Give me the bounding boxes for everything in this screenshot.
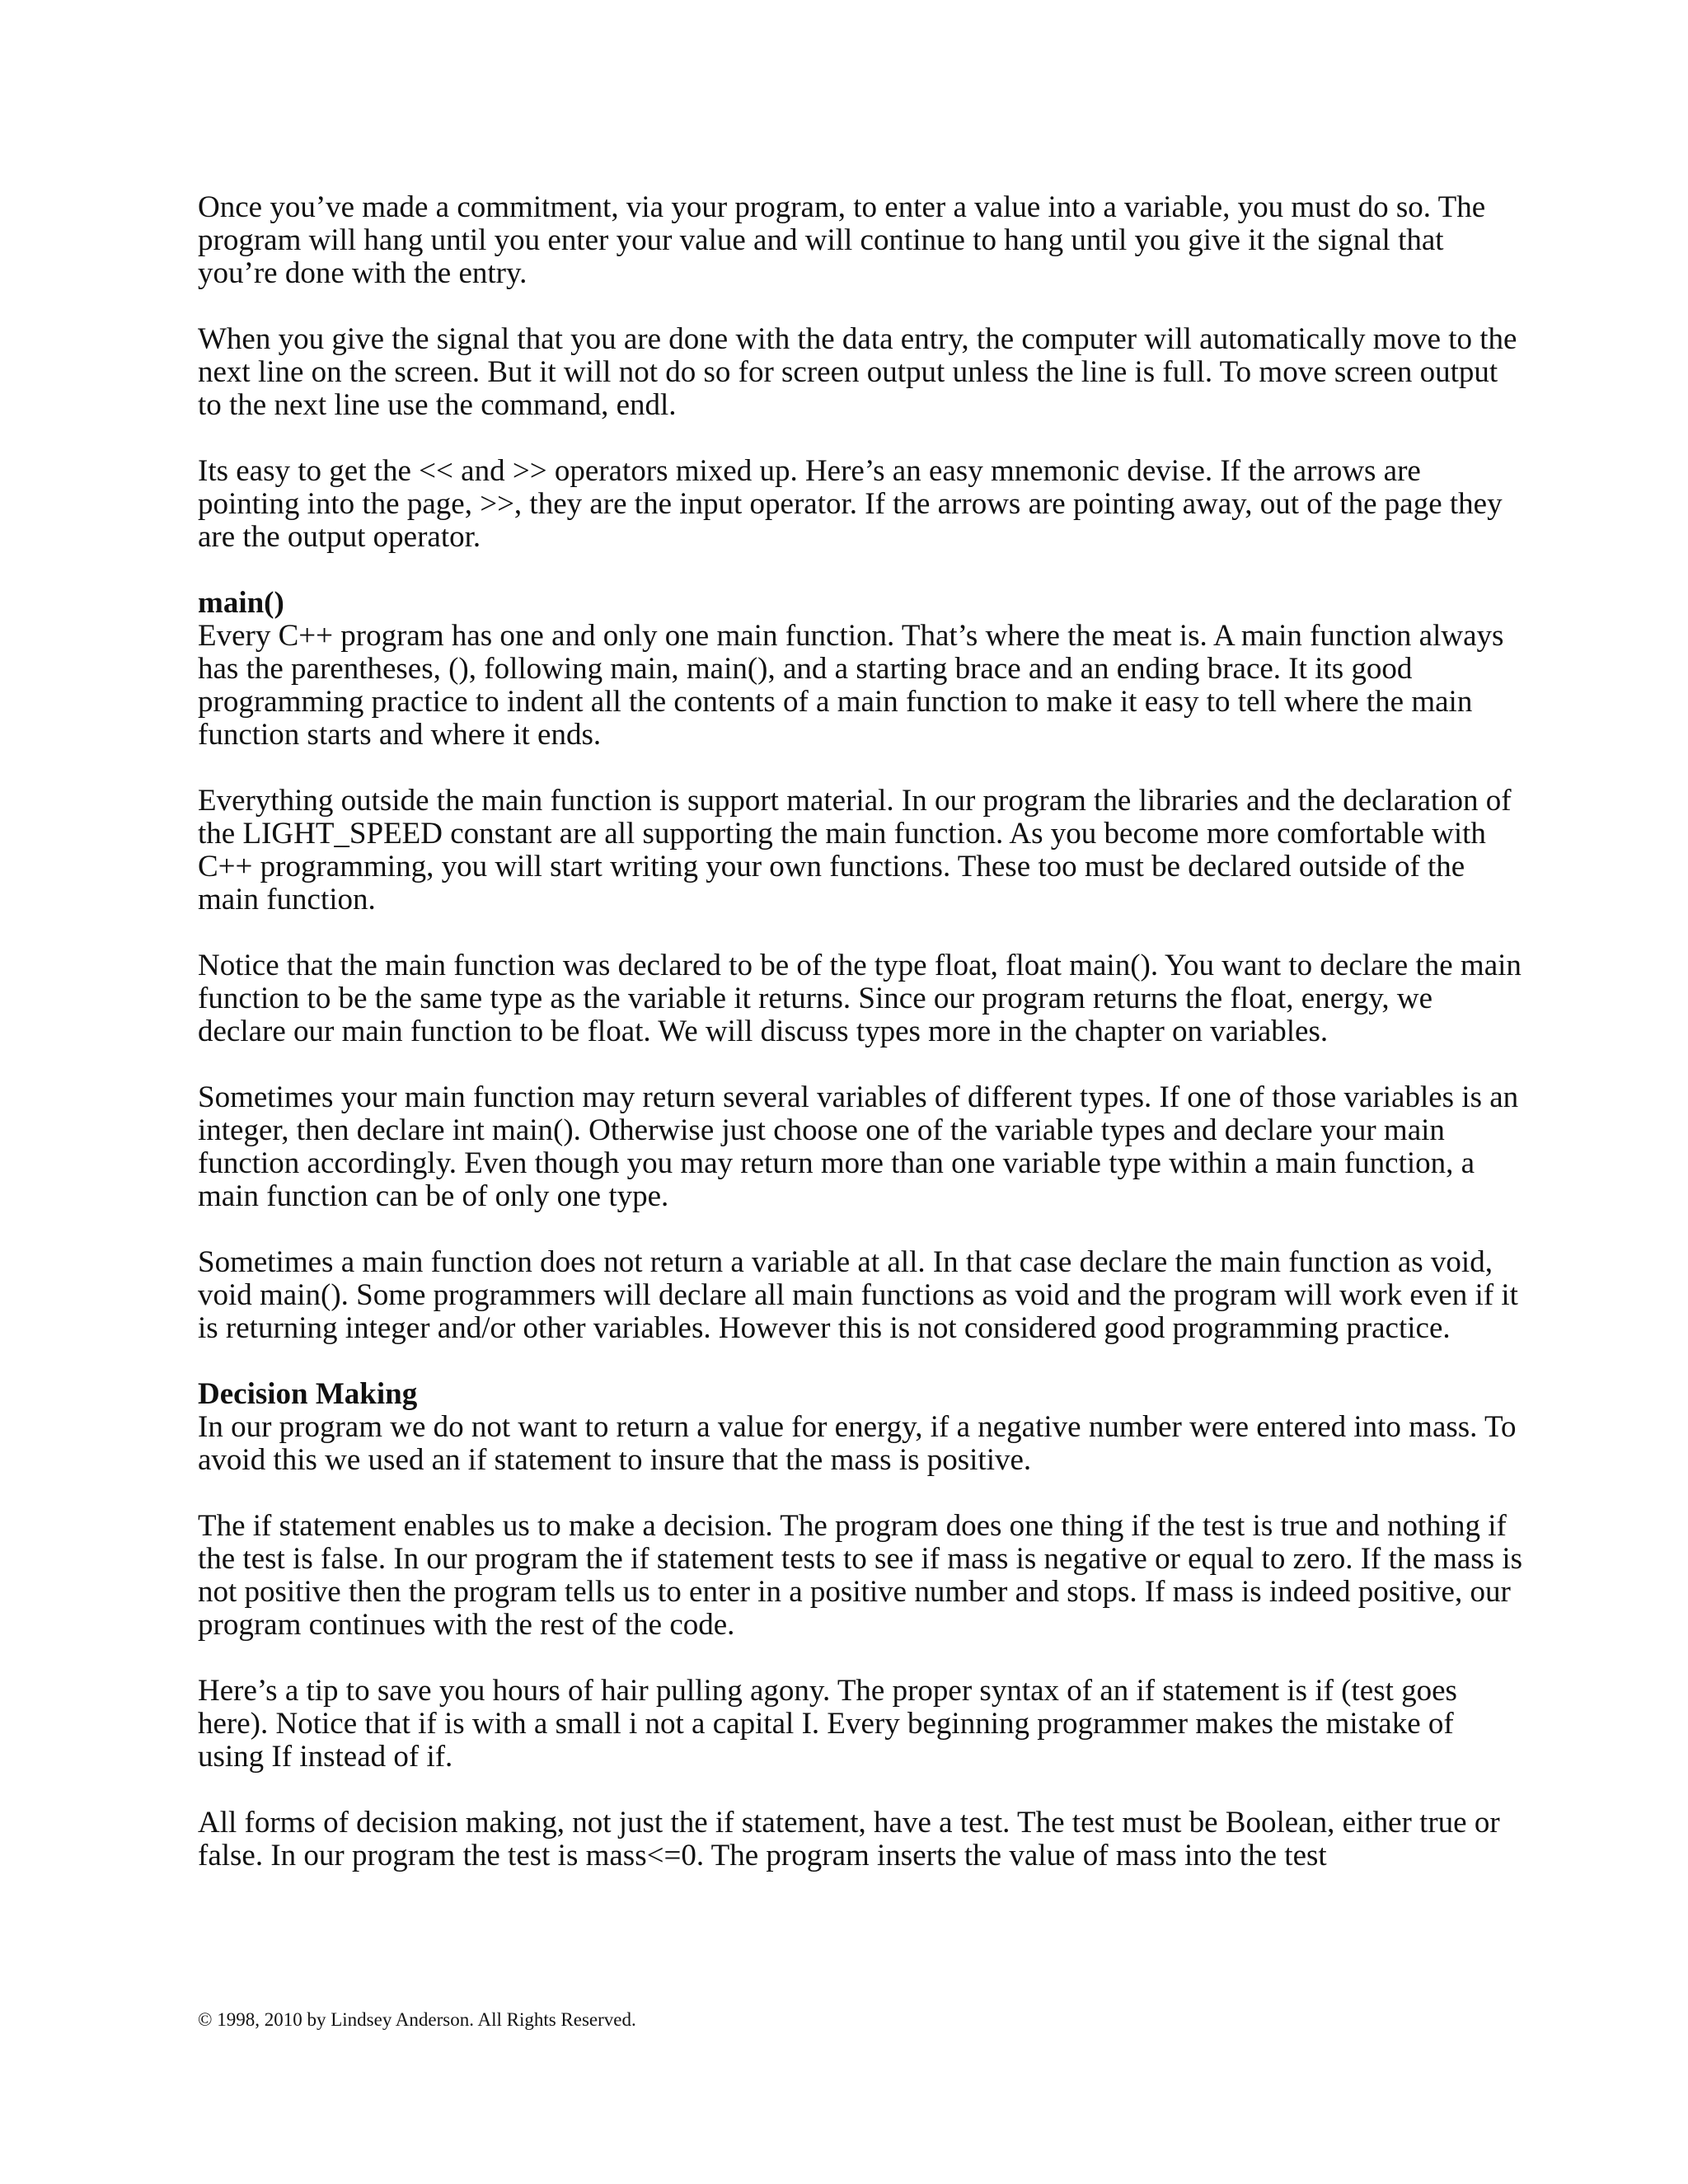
paragraph-void-main: Sometimes a main function does not return a variable at all. In that case declare the main function as void, void main(). Some programmers will declare all main functions as void and the program will work even if it is returning integer and/or other variables. However this is not considered good programming practice. bbox=[198, 1245, 1518, 1345]
document-body bbox=[198, 191, 1525, 1905]
paragraph-commitment: Once you’ve made a commitment, via your program, to enter a value into a variable, you must do so. The program will hang until you enter your value and will continue to hang until you give it the signal that you’re done with the entry. bbox=[198, 190, 1486, 290]
paragraph-main-function: Every C++ program has one and only one main function. That’s where the meat is. A main function always has the parentheses, (), following main, main(), and a starting brace and an ending brace. It its good programming practice to indent all the contents of a main function to make it easy to tell where the main function starts and where it ends. bbox=[198, 619, 1504, 752]
paragraph-operators: Its easy to get the << and >> operators mixed up. Here’s an easy mnemonic devise. If the arrows are pointing into the page, >>, they are the input operator. If the arrows are pointing away, out of the page they are the output operator. bbox=[198, 454, 1503, 554]
paragraph-boolean-test: All forms of decision making, not just the if statement, have a test. The test must be Boolean, either true or false. In our program the test is mass<=0. The program inserts the value of mass into the test bbox=[198, 1806, 1500, 1872]
paragraph-support-material: Everything outside the main function is support material. In our program the libraries and the declaration of the LIGHT_SPEED constant are all supporting the main function. As you become more comfortable with C++ programming, you will start writing your own functions. These too must be declared outside of the main function. bbox=[198, 784, 1512, 916]
footer-copyright: © 1998, 2010 by Lindsey Anderson. All Rights Reserved. bbox=[198, 2009, 636, 2030]
paragraph-syntax-tip: Here’s a tip to save you hours of hair pulling agony. The proper syntax of an if statement is if (test goes here). Notice that if is with a small i not a capital I. Every beginning programmer makes the mistake of using If instead of if. bbox=[198, 1674, 1457, 1774]
section-main bbox=[198, 587, 1525, 1345]
paragraph-int-main: Sometimes your main function may return several variables of different types. If one of those variables is an integer, then declare int main(). Otherwise just choose one of the variable types and declare your main function accordingly. Even though you may return more than one variable type within a main function, a main function can be of only one type. bbox=[198, 1080, 1519, 1213]
section-decision-making bbox=[198, 1378, 1525, 1872]
paragraph-float-main: Notice that the main function was declared to be of the type float, float main(). You want to declare the main function to be the same type as the variable it returns. Since our program returns the float, energy, we declare our main function to be float. We will discuss types more in the chapter on variables. bbox=[198, 949, 1522, 1048]
section-heading-decision-making: Decision Making bbox=[198, 1377, 418, 1411]
section-heading-main: main() bbox=[198, 586, 284, 620]
paragraph-signal: When you give the signal that you are done with the data entry, the computer will automatically move to the next line on the screen. But it will not do so for screen output unless the line is full. To move screen output to the next line use the command, endl. bbox=[198, 322, 1517, 422]
paragraph-negative-mass: In our program we do not want to return a value for energy, if a negative number were entered into mass. To avoid this we used an if statement to insure that the mass is positive. bbox=[198, 1410, 1517, 1477]
paragraph-if-statement: The if statement enables us to make a decision. The program does one thing if the test is true and nothing if the test is false. In our program the if statement tests to see if mass is negative or equal to zero. If the mass is not positive then the program tells us to enter in a positive number and stops. If mass is indeed positive, our program continues with the rest of the code. bbox=[198, 1509, 1523, 1642]
